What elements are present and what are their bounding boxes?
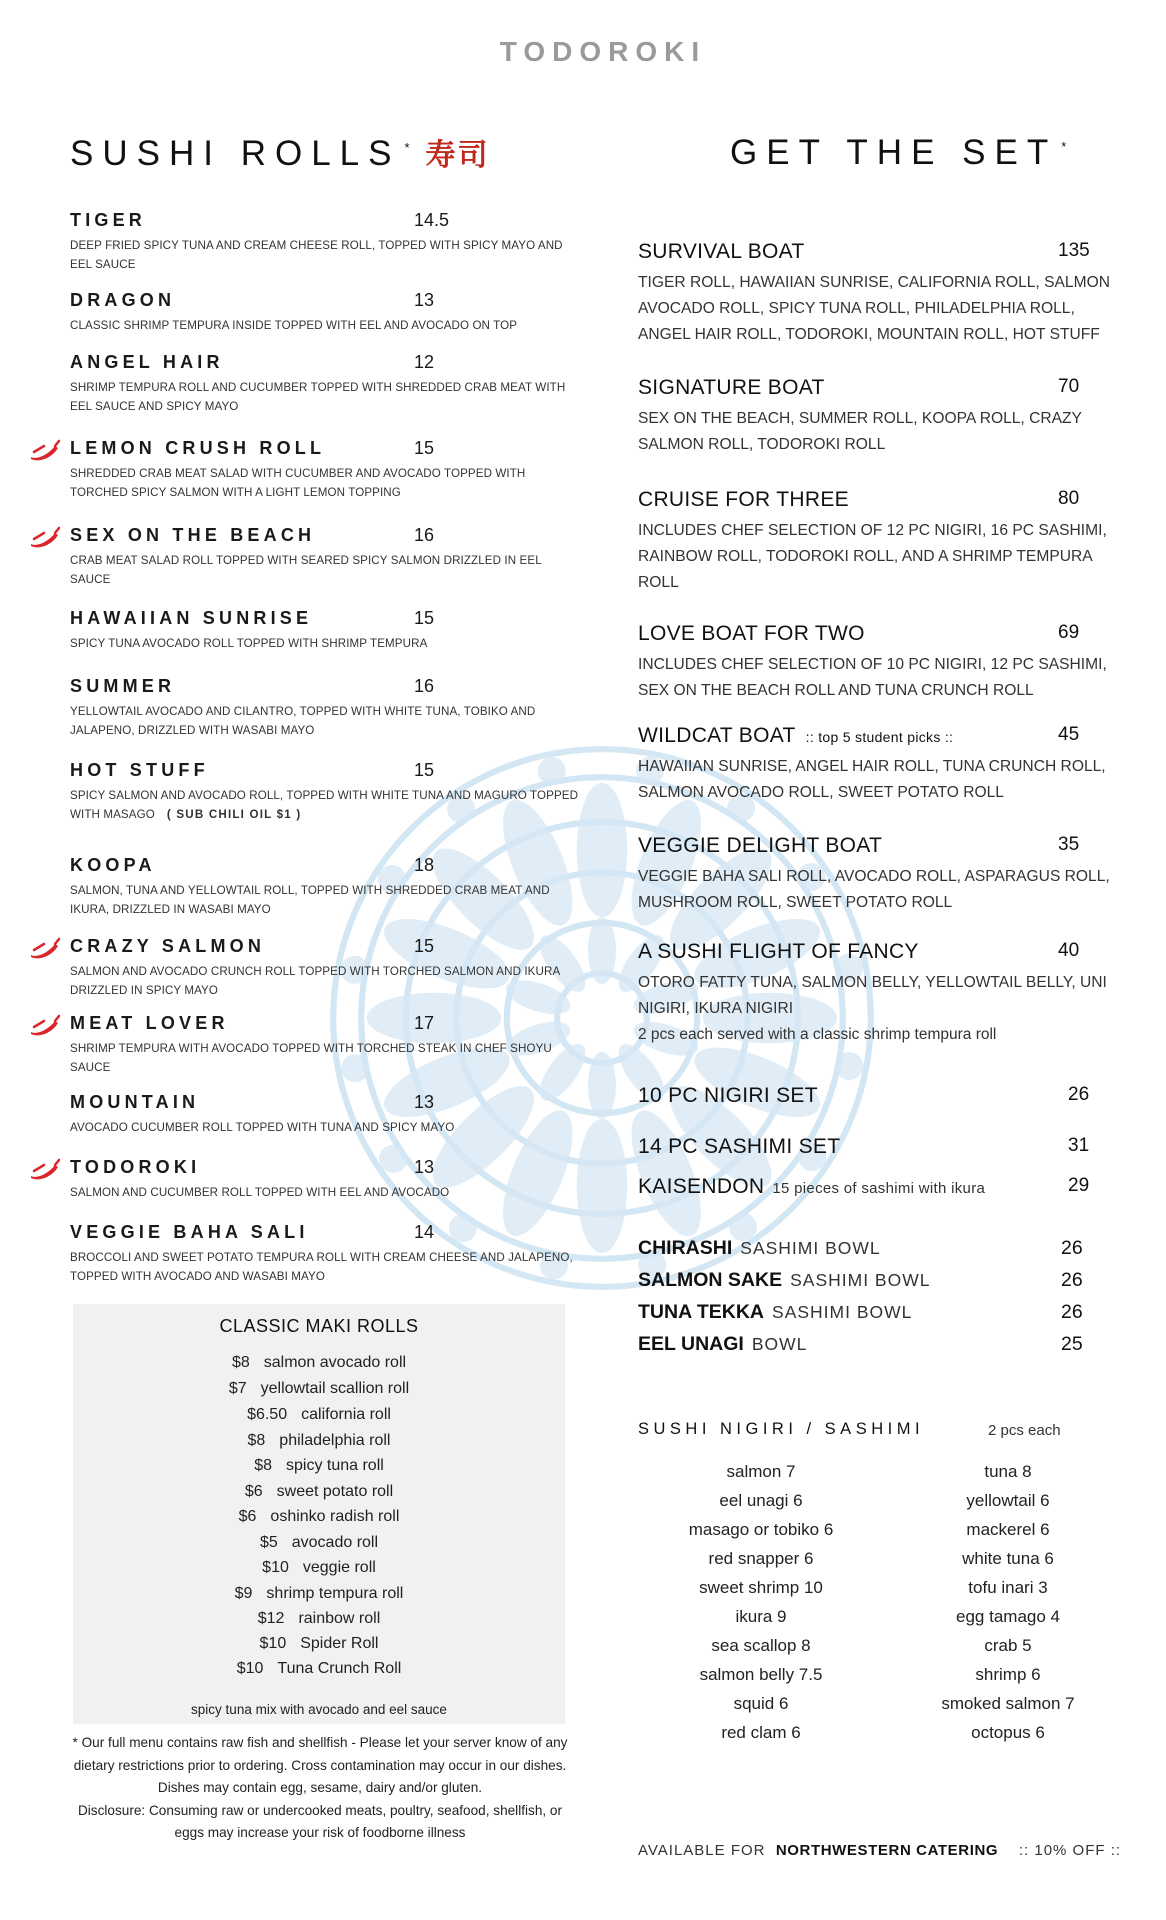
- nigiri-item: salmon belly 7.5: [699, 1665, 823, 1684]
- maki-item: [73, 1406, 565, 1424]
- roll-item: [70, 1013, 580, 1077]
- maki-name: oshinko radish roll: [270, 1508, 400, 1525]
- roll-item: [70, 936, 580, 1000]
- set-name-text: CRUISE FOR THREE: [638, 488, 849, 511]
- roll-price: 17: [414, 1013, 435, 1033]
- maki-name: avocado roll: [291, 1534, 379, 1551]
- nigiri-item: crab 5: [984, 1636, 1032, 1655]
- maki-item: [73, 1660, 565, 1678]
- maki-name: california roll: [301, 1406, 391, 1423]
- maki-price: $10: [259, 1635, 287, 1652]
- maki-item: [73, 1610, 565, 1628]
- set-item: [638, 940, 1128, 1048]
- roll-item: [70, 760, 580, 824]
- roll-description-text: SPICY TUNA AVOCADO ROLL TOPPED WITH SHRIMP TEMPURA: [70, 637, 428, 650]
- disclaimer-raw: Disclosure: Consuming raw or undercooked meats, poultry, seafood, shellfish, or eggs may increase your risk of foodborne illness: [77, 1802, 563, 1840]
- roll-description-text: SPICY SALMON AND AVOCADO ROLL, TOPPED WITH WHITE TUNA AND MAGURO TOPPED WITH MASAGO: [70, 789, 579, 821]
- nigiri-item: octopus 6: [971, 1723, 1045, 1742]
- roll-price: 12: [414, 352, 435, 372]
- brand-title: TODOROKI: [499, 36, 707, 67]
- catering-name: NORTHWESTERN CATERING: [775, 1842, 999, 1859]
- roll-name: LEMON CRUSH ROLL: [70, 438, 326, 458]
- get-the-set-title: GET THE SET *: [730, 133, 1067, 172]
- set-name: [638, 1135, 1128, 1159]
- roll-name: DRAGON: [70, 290, 176, 310]
- roll-price: 15: [414, 936, 435, 956]
- maki-name: Tuna Crunch Roll: [277, 1660, 402, 1677]
- nigiri-item: egg tamago 4: [956, 1607, 1060, 1626]
- set-item: [638, 724, 1128, 806]
- set-name: [638, 1175, 1128, 1199]
- maki-name: rainbow roll: [298, 1610, 381, 1627]
- roll-description-text: SHRIMP TEMPURA WITH AVOCADO TOPPED WITH TORCHED STEAK IN CHEF SHOYU SAUCE: [70, 1042, 552, 1074]
- chili-pepper-icon: [28, 936, 62, 960]
- bowl-price: 26: [1061, 1301, 1083, 1323]
- roll-description: [70, 786, 580, 824]
- set-name: [638, 376, 1128, 400]
- roll-price: 16: [414, 676, 435, 696]
- disclaimer-allergy: * Our full menu contains raw fish and shellfish - Please let your server know of any dietary restrictions prior to ordering. Cross contamination may occur in our dishes. Dishes may contain egg, sesame, dairy and/or gluten.: [72, 1735, 568, 1795]
- roll-description: [70, 962, 580, 1000]
- roll-description: [70, 316, 580, 335]
- maki-item: [73, 1635, 565, 1653]
- maki-item: [73, 1354, 565, 1372]
- nigiri-item: sea scallop 8: [711, 1636, 811, 1655]
- bowl-name: TUNA TEKKA: [638, 1301, 765, 1323]
- roll-price: 15: [414, 760, 435, 780]
- roll-price: 13: [414, 1157, 435, 1177]
- bowl-subtitle: SASHIMI BOWL: [790, 1270, 931, 1290]
- nigiri-item: sweet shrimp 10: [699, 1578, 823, 1597]
- set-name-text: VEGGIE DELIGHT BOAT: [638, 834, 883, 857]
- roll-item: [70, 1222, 580, 1286]
- maki-item: [73, 1585, 565, 1603]
- nigiri-item: tuna 8: [984, 1462, 1032, 1481]
- nigiri-item: yellowtail 6: [966, 1491, 1050, 1510]
- bowl-item: [638, 1269, 1098, 1292]
- maki-price: $8: [254, 1457, 272, 1474]
- roll-description: [70, 634, 580, 653]
- roll-description-text: SALMON AND CUCUMBER ROLL TOPPED WITH EEL AND AVOCADO: [70, 1186, 450, 1199]
- bowl-name: SALMON SAKE: [638, 1269, 783, 1291]
- maki-name: sweet potato roll: [276, 1483, 394, 1500]
- bowl-price: 26: [1061, 1237, 1083, 1259]
- maki-price: $12: [257, 1610, 285, 1627]
- disclaimer: [70, 1732, 570, 1845]
- roll-description-text: AVOCADO CUCUMBER ROLL TOPPED WITH TUNA AND SPICY MAYO: [70, 1121, 455, 1134]
- set-name-text: LOVE BOAT FOR TWO: [638, 622, 865, 645]
- roll-description-text: SHRIMP TEMPURA ROLL AND CUCUMBER TOPPED WITH SHREDDED CRAB MEAT WITH EEL SAUCE AND SPICY MAYO: [70, 381, 566, 413]
- maki-name: shrimp tempura roll: [266, 1585, 404, 1602]
- roll-name: VEGGIE BAHA SALI: [70, 1222, 309, 1242]
- nigiri-item: salmon 7: [726, 1462, 796, 1481]
- set-description: TIGER ROLL, HAWAIIAN SUNRISE, CALIFORNIA ROLL, SALMON AVOCADO ROLL, SPICY TUNA ROLL, PHILADELPHIA ROLL, ANGEL HAIR ROLL, TODOROKI, MOUNTAIN ROLL, HOT STUFF: [638, 274, 1110, 343]
- roll-name: HAWAIIAN SUNRISE: [70, 608, 313, 628]
- set-name-text: A SUSHI FLIGHT OF FANCY: [638, 940, 919, 963]
- roll-name: MEAT LOVER: [70, 1013, 229, 1033]
- set-name-text: SURVIVAL BOAT: [638, 240, 805, 263]
- set-price: 69: [1058, 622, 1080, 643]
- roll-price: 14: [414, 1222, 435, 1242]
- roll-name: TODOROKI: [70, 1157, 201, 1177]
- maki-price: $9: [234, 1585, 253, 1602]
- set-price: 45: [1058, 724, 1080, 745]
- maki-name: veggie roll: [302, 1559, 376, 1576]
- set-price: 31: [1068, 1135, 1090, 1156]
- set-name: [638, 1084, 1128, 1108]
- set-note: 2 pcs each served with a classic shrimp tempura roll: [638, 1026, 997, 1043]
- roll-price: 18: [414, 855, 435, 875]
- roll-description-text: YELLOWTAIL AVOCADO AND CILANTRO, TOPPED WITH WHITE TUNA, TOBIKO AND JALAPENO, DRIZZLED WITH WASABI MAYO: [70, 705, 536, 737]
- roll-name: CRAZY SALMON: [70, 936, 266, 956]
- set-name: [638, 488, 1128, 512]
- set-name-text: KAISENDON: [638, 1175, 765, 1198]
- bowl-price: 26: [1061, 1269, 1083, 1291]
- roll-name: MOUNTAIN: [70, 1092, 200, 1112]
- sushi-rolls-title: SUSHI ROLLS * 寿司: [70, 134, 490, 173]
- bowl-subtitle: SASHIMI BOWL: [772, 1302, 913, 1322]
- set-price: 26: [1068, 1084, 1090, 1105]
- maki-item: [73, 1380, 565, 1398]
- set-name: [638, 724, 1128, 748]
- nigiri-item: smoked salmon 7: [941, 1694, 1075, 1713]
- roll-description: [70, 1183, 580, 1202]
- maki-price: $6: [238, 1508, 257, 1525]
- roll-description-text: SHREDDED CRAB MEAT SALAD WITH CUCUMBER AND AVOCADO TOPPED WITH TORCHED SPICY SALMON WITH A LIGHT LEMON TOPPING: [70, 467, 526, 499]
- set-item: [638, 1084, 1128, 1108]
- maki-name: spicy tuna roll: [285, 1457, 384, 1474]
- nigiri-item: mackerel 6: [966, 1520, 1050, 1539]
- maki-item: [73, 1457, 565, 1475]
- roll-description: [70, 464, 580, 502]
- maki-price: $6.50: [247, 1406, 288, 1423]
- roll-item: [70, 855, 580, 919]
- set-item: [638, 1135, 1128, 1159]
- maki-name: Spider Roll: [300, 1635, 379, 1652]
- set-description: INCLUDES CHEF SELECTION OF 12 PC NIGIRI, 16 PC SASHIMI, RAINBOW ROLL, TODOROKI ROLL, AND A SHRIMP TEMPURA ROLL: [638, 522, 1107, 591]
- nigiri-item: eel unagi 6: [719, 1491, 803, 1510]
- bowl-name: EEL UNAGI: [638, 1333, 744, 1355]
- roll-description-text: SALMON, TUNA AND YELLOWTAIL ROLL, TOPPED WITH SHREDDED CRAB MEAT AND IKURA, DRIZZLED IN WASABI MAYO: [70, 884, 550, 916]
- set-name-text: 10 PC NIGIRI SET: [638, 1084, 818, 1107]
- set-price: 35: [1058, 834, 1080, 855]
- roll-price: 13: [414, 290, 435, 310]
- nigiri-title: SUSHI NIGIRI / SASHIMI: [638, 1420, 925, 1438]
- maki-name: yellowtail scallion roll: [260, 1380, 410, 1397]
- roll-name: TIGER: [70, 210, 147, 230]
- roll-description: [70, 1039, 580, 1077]
- set-name: [638, 622, 1128, 646]
- chili-pepper-icon: [28, 525, 62, 549]
- roll-name: ANGEL HAIR: [70, 352, 224, 372]
- maki-price: $6: [244, 1483, 263, 1500]
- maki-name: philadelphia roll: [279, 1432, 391, 1449]
- roll-description: [70, 551, 580, 589]
- set-description: VEGGIE BAHA SALI ROLL, AVOCADO ROLL, ASPARAGUS ROLL, MUSHROOM ROLL, SWEET POTATO ROLL: [638, 868, 1110, 911]
- nigiri-item: shrimp 6: [975, 1665, 1041, 1684]
- roll-description: [70, 702, 580, 740]
- roll-description: [70, 236, 580, 274]
- bowl-item: [638, 1237, 1098, 1260]
- set-description: INCLUDES CHEF SELECTION OF 10 PC NIGIRI, 12 PC SASHIMI, SEX ON THE BEACH ROLL AND TUNA CRUNCH ROLL: [638, 656, 1107, 699]
- roll-price: 13: [414, 1092, 435, 1112]
- roll-sub-option: ( SUB CHILI OIL $1 ): [166, 808, 302, 821]
- roll-price: 15: [414, 438, 435, 458]
- bowl-price: 25: [1061, 1333, 1083, 1355]
- maki-item: [73, 1432, 565, 1450]
- roll-description: [70, 378, 580, 416]
- maki-title: CLASSIC MAKI ROLLS: [219, 1316, 419, 1336]
- maki-item: [73, 1483, 565, 1501]
- set-tag: :: top 5 student picks ::: [805, 729, 954, 745]
- roll-price: 16: [414, 525, 435, 545]
- maki-name: salmon avocado roll: [263, 1354, 407, 1371]
- set-price: 29: [1068, 1175, 1090, 1196]
- roll-description: [70, 881, 580, 919]
- set-name-text: WILDCAT BOAT: [638, 724, 796, 747]
- set-item: [638, 376, 1128, 458]
- roll-name: SEX ON THE BEACH: [70, 525, 316, 545]
- set-item: [638, 834, 1128, 916]
- roll-price: 15: [414, 608, 435, 628]
- maki-price: $10: [262, 1559, 289, 1576]
- nigiri-each-note: 2 pcs each: [988, 1422, 1061, 1439]
- roll-item: [70, 525, 580, 589]
- bowl-name: CHIRASHI: [638, 1237, 733, 1259]
- nigiri-item: masago or tobiko 6: [688, 1520, 834, 1539]
- nigiri-item: ikura 9: [735, 1607, 787, 1626]
- set-item: [638, 240, 1128, 348]
- nigiri-item: tofu inari 3: [968, 1578, 1048, 1597]
- set-price: 40: [1058, 940, 1080, 961]
- set-description: HAWAIIAN SUNRISE, ANGEL HAIR ROLL, TUNA CRUNCH ROLL, SALMON AVOCADO ROLL, SWEET POTATO ROLL: [638, 758, 1106, 801]
- roll-description: [70, 1248, 580, 1286]
- roll-description-text: CLASSIC SHRIMP TEMPURA INSIDE TOPPED WITH EEL AND AVOCADO ON TOP: [70, 319, 518, 332]
- roll-item: [70, 676, 580, 740]
- set-name-text: SIGNATURE BOAT: [638, 376, 825, 399]
- roll-item: [70, 608, 580, 653]
- roll-description-text: DEEP FRIED SPICY TUNA AND CREAM CHEESE ROLL, TOPPED WITH SPICY MAYO AND EEL SAUCE: [70, 239, 563, 271]
- chili-pepper-icon: [28, 1157, 62, 1181]
- set-item: [638, 1175, 1128, 1199]
- set-item: [638, 488, 1128, 596]
- set-price: 80: [1058, 488, 1080, 509]
- nigiri-item: red clam 6: [721, 1723, 801, 1742]
- roll-item: [70, 1157, 580, 1202]
- bowl-subtitle: BOWL: [751, 1334, 808, 1354]
- roll-item: [70, 438, 580, 502]
- set-name: [638, 834, 1128, 858]
- maki-item: [73, 1534, 565, 1552]
- roll-description-text: BROCCOLI AND SWEET POTATO TEMPURA ROLL WITH CREAM CHEESE AND JALAPENO, TOPPED WITH AVOCADO AND WASABI MAYO: [70, 1251, 573, 1283]
- maki-item: [73, 1508, 565, 1526]
- bowl-item: [638, 1301, 1098, 1324]
- set-inline-desc: 15 pieces of sashimi with ikura: [772, 1180, 986, 1197]
- bowl-subtitle: SASHIMI BOWL: [740, 1238, 881, 1258]
- set-name: [638, 940, 1128, 964]
- maki-item: [73, 1559, 565, 1577]
- set-description: OTORO FATTY TUNA, SALMON BELLY, YELLOWTAIL BELLY, UNI NIGIRI, IKURA NIGIRI: [638, 974, 1107, 1017]
- bowl-item: [638, 1333, 1098, 1356]
- roll-item: [70, 290, 580, 335]
- maki-price: $5: [259, 1534, 278, 1551]
- set-name: [638, 240, 1128, 264]
- maki-price: $10: [236, 1660, 264, 1677]
- roll-name: SUMMER: [70, 676, 176, 696]
- roll-item: [70, 1092, 580, 1137]
- classic-maki-box: [73, 1304, 565, 1724]
- nigiri-item: white tuna 6: [962, 1549, 1054, 1568]
- maki-price: $8: [247, 1432, 266, 1449]
- maki-price: $7: [228, 1380, 247, 1397]
- roll-name: HOT STUFF: [70, 760, 209, 780]
- roll-description-text: SALMON AND AVOCADO CRUNCH ROLL TOPPED WITH TORCHED SALMON AND IKURA DRIZZLED IN SPICY MAYO: [70, 965, 560, 997]
- roll-description: [70, 1118, 580, 1137]
- maki-footnote: spicy tuna mix with avocado and eel sauce: [191, 1702, 447, 1717]
- chili-pepper-icon: [28, 1013, 62, 1037]
- set-price: 135: [1058, 240, 1090, 261]
- catering-note: AVAILABLE FOR NORTHWESTERN CATERING :: 10% OFF ::: [638, 1842, 1122, 1859]
- roll-name: KOOPA: [70, 855, 156, 875]
- roll-item: [70, 352, 580, 416]
- set-price: 70: [1058, 376, 1080, 397]
- roll-description-text: CRAB MEAT SALAD ROLL TOPPED WITH SEARED SPICY SALMON DRIZZLED IN EEL SAUCE: [70, 554, 542, 586]
- set-item: [638, 622, 1128, 704]
- set-description: SEX ON THE BEACH, SUMMER ROLL, KOOPA ROLL, CRAZY SALMON ROLL, TODOROKI ROLL: [638, 410, 1082, 453]
- roll-item: [70, 210, 580, 274]
- set-name-text: 14 PC SASHIMI SET: [638, 1135, 841, 1158]
- chili-pepper-icon: [28, 438, 62, 462]
- nigiri-item: squid 6: [733, 1694, 789, 1713]
- roll-price: 14.5: [414, 210, 450, 230]
- nigiri-item: red snapper 6: [708, 1549, 814, 1568]
- sushi-kanji: 寿司: [425, 138, 490, 173]
- maki-price: $8: [231, 1354, 250, 1371]
